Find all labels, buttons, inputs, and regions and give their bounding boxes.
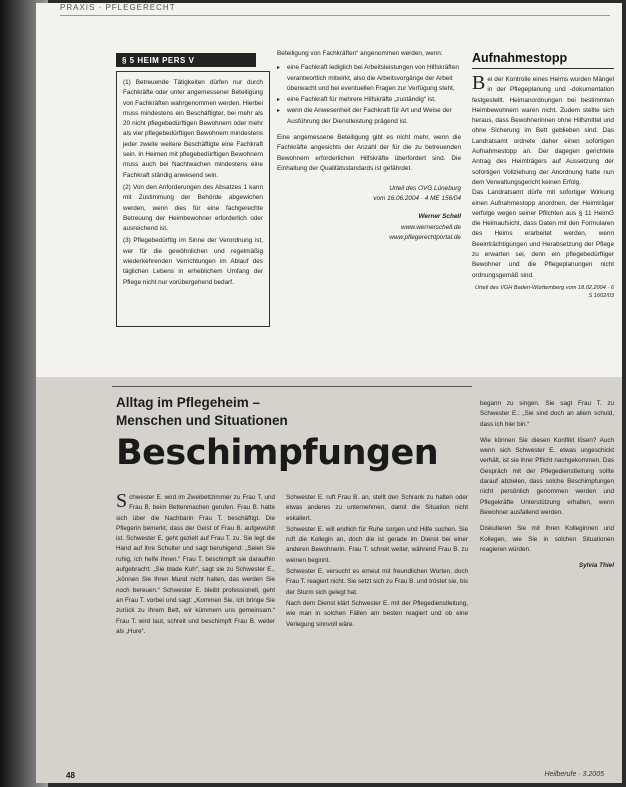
article-column-1	[116, 490, 275, 637]
article-rule	[112, 386, 472, 387]
article-paragraph: Schwester E. ruft Frau B. an, stellt den Schrank zu halten oder etwas anderes zu unternehmen, damit die Situation nicht eskaliert.	[286, 494, 468, 522]
article-paragraph: Schwester E. will endlich für Ruhe sorgen und Hilfe suchen. Sie ruft die Kollegin an, doch die ist gerade im Dienst bei einer anderen Bewohnerin. Frau T. schreit weiter, während Frau B. zu weinen beginnt.	[286, 525, 468, 564]
court-ref-line: vom 16.06.2004 · 4 ME 156/04	[373, 195, 461, 203]
right-column	[472, 72, 614, 300]
aufnahmestopp-title: Aufnahmestopp	[472, 51, 568, 65]
author-website[interactable]: www.wernerschell.de	[400, 223, 461, 231]
list-item: ▸ wenn die Anwesenheit der Fachkraft für Art und Weise der Ausführung der Dienstleistung prägend ist.	[277, 106, 461, 127]
header-rule	[60, 15, 610, 16]
article-column-3	[480, 399, 614, 571]
middle-intro: Beteiligung von Fachkräften“ angenommen werden, wenn:	[277, 50, 443, 57]
article-paragraph: Diskutieren Sie mit Ihren Kolleginnen und Kollegen, wie Sie in solchen Situationen reagieren würden.	[480, 525, 614, 553]
court-reference	[277, 184, 461, 204]
author-name: Werner Schell	[418, 213, 461, 221]
article-paragraph: Schwester E. versucht es erneut mit freundlichen Worten, doch Frau T. reagiert nicht. Sie setzt sich zu Frau B. und tröstet sie, bis der Sturm sich gelegt hat.	[286, 568, 468, 596]
sidebar-paragraph: (1) Betreuende Tätigkeiten dürfen nur durch Fachkräfte oder unter angemessener Beteiligung von Fachkräften wahrgenommen werden. Hierbei muss mindestens ein Beschäftigter, bei mehr als 20 nicht pflegebedürftigen Bewohnern oder mehr als vier pflegebedürftigen Bewohnern mindestens jeder zweite weitere Beschäftigte eine Fachkraft sein. In Heimen mit pflegebedürftigen Bewohnern muss auch bei Nachtwachen mindestens eine Fachkraft ständig anwesend sein.	[123, 79, 263, 179]
title-rule	[472, 68, 614, 69]
article-paragraph: Nach dem Dienst klärt Schwester E. mit der Pflegedienstleitung, wie man in solchen Fällen am besten reagiert und ob eine Verlegung sinnvoll wäre.	[286, 599, 468, 628]
magazine-page	[36, 3, 622, 783]
sidebar-paragraph: (2) Von den Anforderungen des Absatzes 1 kann mit Zustimmung der Behörde abgewichen werden, wenn dies für eine fachgerechte Betreuung der Heimbewohner erforderlich oder ausreichend ist.	[123, 183, 263, 233]
author-website[interactable]: www.pflegerechtportal.de	[389, 233, 461, 241]
page-number: 48	[66, 771, 75, 780]
middle-column	[277, 49, 461, 243]
right-paragraph: Bei der Kontrolle eines Heims wurden Mängel in der Pflegeplanung und -dokumentation festgestellt. Heimanordnungen bei bestimmten Heimbewohnern waren nicht. Zudem stellte sich heraus, dass Bewohnerinnen ohne Hilfsmittel und ohne Sicherung im Bett geblieben sind. Das Landratsamt ordnete daher einen sofortigen Aufnahmestopp an. Der dagegen gerichtete Antrag des Heimträgers auf Aussetzung der sofortigen Vollziehung der Anordnung hatte nun dem Verwaltungsgericht keinen Erfolg.	[472, 72, 614, 186]
section-header: PRAXIS · PFLEGERECHT	[60, 3, 176, 12]
article-paragraph: Schwester E. wird im Zweibettzimmer zu Frau T. und Frau B. beim Bettenmachen gerufen. Frau B. hatte sich über die Nachbarin Frau T. beschäftigt. Die Pflegerin bemerkt, dass der Geist of Frau B. aufgewühlt ist. Schwester E. geht gezielt auf Frau T. zu. Sie legt die Hand auf ihre Schulter und sagt beruhigend: „Seien Sie ruhig, ich helfe Ihnen.“ Frau T. beschimpft sie daraufhin aufgebracht: „Sie blade Kuh“, sagt sie zu Schwester E., „können Sie Ihren Mund nicht halten, das werden Sie noch bereuen.“ Schwester E. bleibt professionell, geht an Frau T. vorbei und sagt: „Kommen Sie, ich bringe Sie zurück zu Ihrem Bett, wir kümmern uns gemeinsam.“ Frau T. wird laut, schreit und beschimpft Frau B. weiter als „Hure“.	[116, 490, 275, 635]
sidebar-paragraph: (3) Pflegebedürftig im Sinne der Verordnung ist, wer für die gewöhnlichen und regelmäßig wiederkehrenden Verrichtungen im Ablauf des täglichen Lebens in erheblichem Umfang der Pflege nicht nur vorübergehend bedarf.	[123, 237, 263, 286]
list-item: ▸ eine Fachkraft lediglich bei Arbeitsleistungen von Hilfskräften verantwortlich mitwirkt, also die Arbeitsvorgänge der Arbeit überwacht und bei eventuellen Fragen zur Verfügung steht,	[277, 63, 461, 94]
article-paragraph: Wie können Sie diesen Konflikt lösen? Auch wenn sich Schwester E. etwas ungeschickt verhält, ist sie ihrer Pflicht nachgekommen. Das Gespräch mit der Pflegedienstleitung sollte darauf abzielen, dass solche Beschimpfungen nicht persönlich genommen werden und Pflegekräfte Unterstützung erhalten, wenn Bewohner ausfallend werden.	[480, 436, 614, 516]
list-item: ▸ eine Fachkraft für mehrere Hilfskräfte „zuständig“ ist,	[277, 95, 461, 105]
right-paragraph: Das Landratsamt dürfe mit sofortiger Wirkung einen Aufnahmestopp anordnen, der Heimträger verfolge wegen seiner Pflichten aus § 11 HeimG die Heimaufsicht, dass Daten mit den Formularen des Heims erarbeitet werden, wenn Beeinträchtigungen und Herabsetzung der Pflege zu erwarten sei, denn ein pflegebedürftiger Bewohner und die Pflegeplanungen nicht ordnungsgemäß sind.	[472, 189, 614, 279]
article-paragraph: begann zu singen. Sie sagt Frau T. zu Schwester E.: „Sie sind doch an allem schuld, dass ich hier bin.“	[480, 400, 614, 428]
sidebar-box-label: § 5 HEIM PERS V	[116, 53, 256, 67]
article-column-2	[286, 493, 468, 631]
middle-bullet-list	[277, 63, 461, 127]
sidebar-box	[116, 71, 270, 327]
article-kicker: Alltag im Pflegeheim –	[116, 395, 261, 410]
article-kicker: Menschen und Situationen	[116, 413, 288, 428]
article-title: Beschimpfungen	[116, 433, 439, 473]
magazine-issue: Heilberufe · 3.2005	[544, 771, 604, 778]
article-author: Sylvia Thiel	[578, 562, 614, 570]
middle-paragraph: Eine angemessene Beteiligung gibt es nicht mehr, wenn die Fachkräfte angesichts der Anzahl der für die zu betreuenden Bewohnern erforderlichen Hilfskräfte überfordert sind. Die Einhaltung der Qualitätsstandards ist gefährdet.	[277, 134, 461, 172]
court-ref-line: Urteil des OVG Lüneburg	[389, 185, 461, 193]
right-source: Urteil des VGH Baden-Württemberg vom 18.02.2004 · 6 S 1602/03	[475, 284, 614, 299]
